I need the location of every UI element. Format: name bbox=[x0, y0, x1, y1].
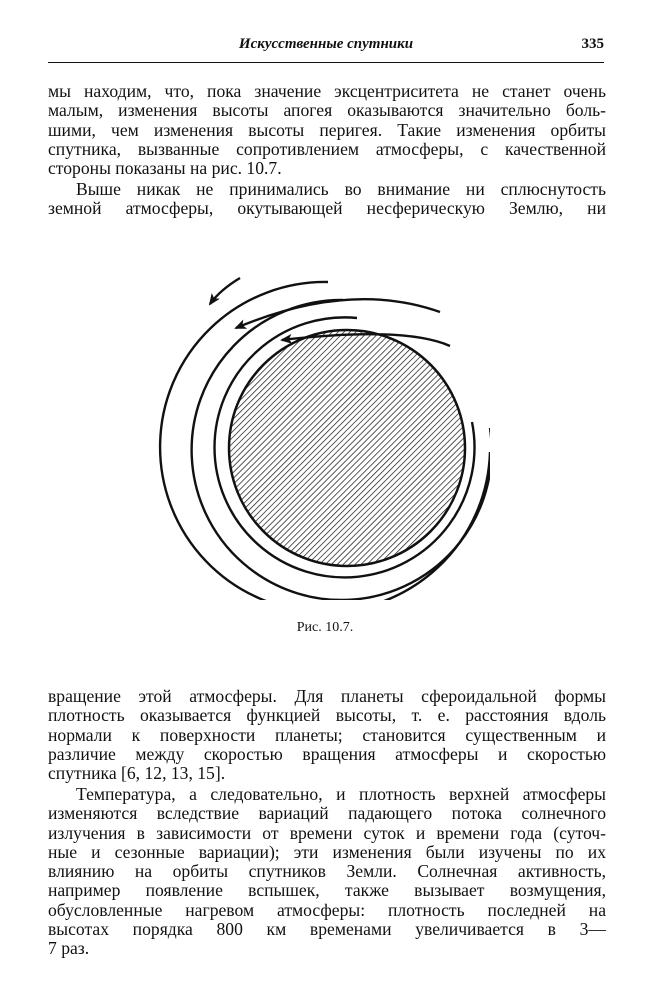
orbit-outer-tail bbox=[210, 278, 240, 304]
header-rule bbox=[48, 62, 604, 63]
text-line: различие между скоростью вращения атмосферы и скоростью bbox=[48, 743, 606, 764]
text-line: изменяются вследствие вариаций падающего потока солнечного bbox=[48, 803, 606, 824]
text-line: шими, чем изменения высоты перигея. Такие изменения орбиты bbox=[48, 119, 606, 140]
text-line: Выше никак не принимались во внимание ни сплюснутость bbox=[76, 179, 606, 199]
running-title: Искусственные спутники bbox=[238, 36, 414, 52]
page-number: 335 bbox=[581, 36, 604, 52]
text-line: обусловленные нагревом атмосферы: плотность последней на bbox=[48, 899, 606, 920]
orbit-figure bbox=[150, 270, 490, 600]
earth-disc bbox=[229, 330, 465, 566]
text-line: плотность оказывается функцией высоты, т. е. расстояния вдоль bbox=[48, 705, 606, 726]
text-line: излучения в зависимости от времени суток и времени года (суточ- bbox=[48, 822, 606, 843]
page-header bbox=[48, 36, 604, 60]
text-line: Температура, а следовательно, и плотность верхней атмосферы bbox=[76, 784, 606, 804]
text-line: вращение этой атмосферы. Для планеты сфероидальной формы bbox=[48, 686, 606, 706]
text-line: стороны показаны на рис. 10.7. bbox=[48, 158, 282, 179]
text-line: спутника, вызванные сопротивлением атмосферы, с качественной bbox=[48, 138, 606, 159]
paragraph-3 bbox=[48, 687, 606, 783]
text-line: 7 раз. bbox=[48, 938, 90, 959]
text-line: ные и сезонные вариации); эти изменения были изучены по их bbox=[48, 841, 606, 862]
text-line: малым, изменения высоты апогея оказываются значительно боль- bbox=[48, 100, 606, 121]
text-line: высотах порядка 800 км временами увеличивается в 3— bbox=[48, 919, 606, 940]
paragraph-2 bbox=[48, 180, 606, 219]
orbit-middle-tail bbox=[236, 299, 440, 328]
text-line: например появление вспышек, также вызывает возмущения, bbox=[48, 880, 606, 901]
text-line: земной атмосферы, окутывающей несферическую Землю, ни bbox=[48, 198, 606, 219]
orbit-diagram bbox=[150, 270, 490, 600]
text-line: мы находим, что, пока значение эксцентриситета не станет очень bbox=[48, 81, 606, 101]
text-line: спутника [6, 12, 13, 15]. bbox=[48, 763, 226, 784]
text-line: влиянию на орбиты спутников Земли. Солнечная активность, bbox=[48, 861, 606, 882]
figure-caption: Рис. 10.7. bbox=[296, 620, 354, 635]
text-line: нормали к поверхности планеты; становится существенным и bbox=[48, 724, 606, 745]
paragraph-4 bbox=[48, 785, 606, 959]
paragraph-1 bbox=[48, 82, 606, 178]
